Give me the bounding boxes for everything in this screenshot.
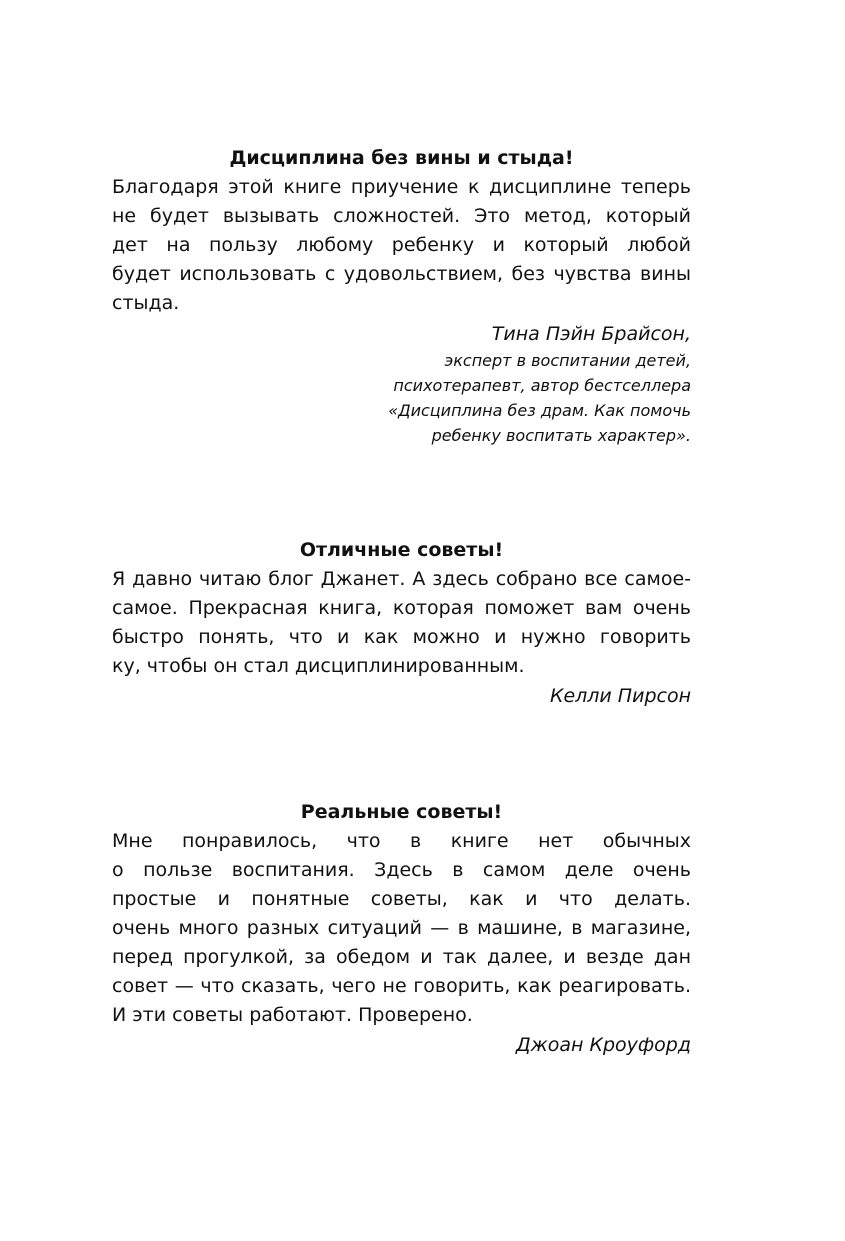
review-line: не будет вызывать сложностей. Это метод, который: [112, 205, 691, 227]
review-heading: Реальные советы!: [300, 801, 503, 823]
review-heading: Отличные советы!: [299, 539, 504, 561]
author-role-line: ребенку воспитать характер».: [431, 426, 691, 445]
review-line: ку, чтобы он стал дисциплинированным.: [112, 655, 525, 677]
review-line: И эти советы работают. Проверено.: [112, 1004, 473, 1026]
review-line: Я давно читаю блог Джанет. А здесь собрано все самое-: [112, 568, 691, 590]
review-line: Мне понравилось, что в книге нет обычных: [112, 830, 691, 852]
review-body: [112, 565, 691, 681]
review-line: о пользе воспитания. Здесь в самом деле очень: [112, 859, 691, 881]
review-2: [112, 538, 691, 710]
review-author: Келли Пирсон: [549, 685, 691, 707]
review-1: [112, 146, 691, 448]
review-line: стыда.: [112, 292, 180, 314]
review-author: Джоан Кроуфорд: [515, 1034, 691, 1056]
review-line: простые и понятные советы, как и что делать.: [112, 888, 691, 910]
review-line: Благодаря этой книге приучение к дисциплине теперь: [112, 176, 691, 198]
review-body: [112, 173, 691, 318]
author-role-line: эксперт в воспитании детей,: [444, 351, 691, 370]
author-role-line: психотерапевт, автор бестселлера: [393, 376, 691, 395]
review-author-role: [112, 348, 691, 448]
review-line: будет использовать с удовольствием, без чувства вины: [112, 263, 691, 285]
review-line: очень много разных ситуаций — в машине, в магазине,: [112, 917, 691, 939]
review-line: быстро понять, что и как можно и нужно говорить: [112, 626, 691, 648]
review-3: [112, 800, 691, 1059]
review-heading: Дисциплина без вины и стыда!: [229, 147, 574, 169]
review-line: перед прогулкой, за обедом и так далее, и везде дан: [112, 946, 691, 968]
review-line: дет на пользу любому ребенку и который любой: [112, 234, 691, 256]
review-line: самое. Прекрасная книга, которая поможет вам очень: [112, 597, 691, 619]
review-line: совет — что сказать, чего не говорить, как реагировать.: [112, 975, 691, 997]
author-role-line: «Дисциплина без драм. Как помочь: [388, 401, 691, 420]
review-body: [112, 827, 691, 1030]
review-author: Тина Пэйн Брайсон,: [491, 323, 691, 345]
